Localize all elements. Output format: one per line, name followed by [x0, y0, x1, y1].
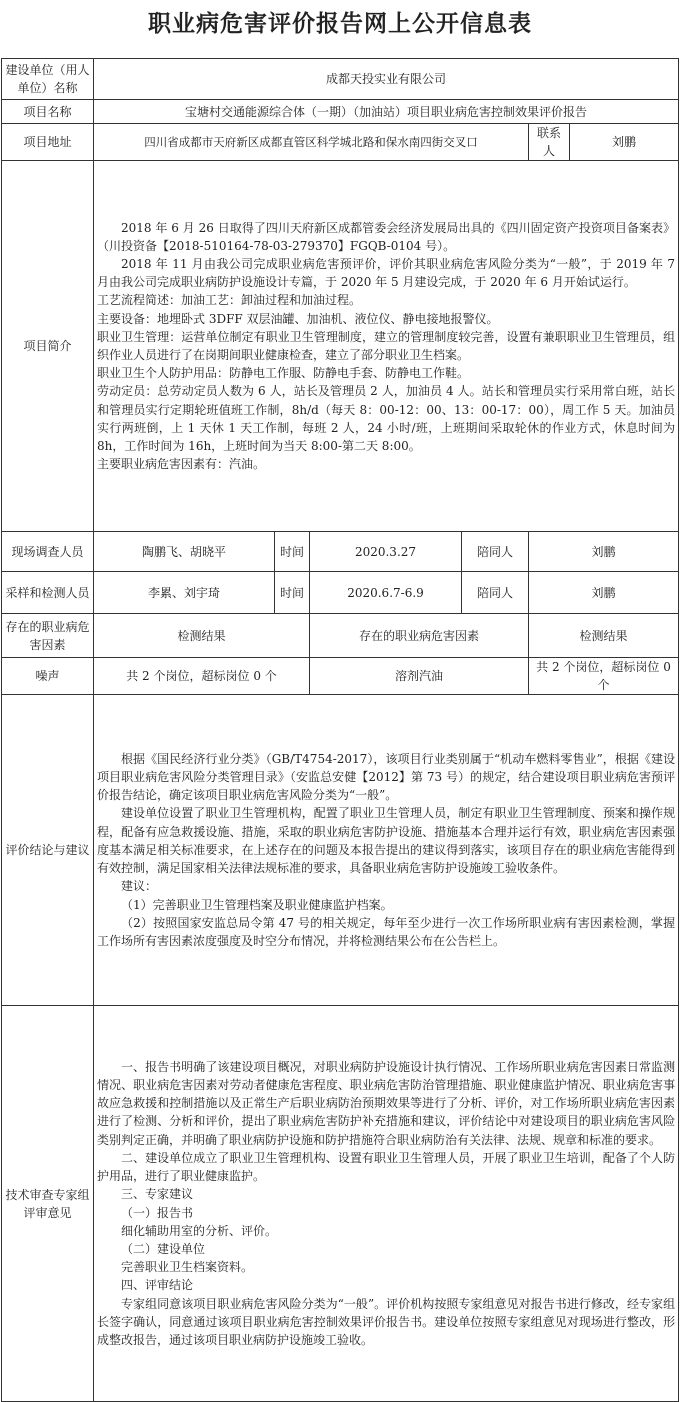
conclusion-paragraph: （2）按照国家安监总局令第 47 号的相关规定，每年至少进行一次工作场所职业病有害因素检测，掌握工作场所有害因素浓度强度及时空分布情况，并将检测结果公布在公告栏上。: [97, 915, 676, 948]
review-paragraph: 完善职业卫生档案资料。: [121, 1260, 254, 1275]
intro-paragraph: 职业卫生个人防护用品：防静电工作服、防静电手套、防静电工作鞋。: [97, 366, 470, 381]
conclusion-paragraph: 根据《国民经济行业分类》（GB/T4754-2017），该项目行业类别属于“机动车燃料零售业”，根据《建设项目职业病危害风险分类管理目录》（安监总安健【2012】第 73 号）的规定，结合建设项目职业病危害预评价报告结论，确定该项目职业病危害风险分类为“一般”。: [97, 751, 676, 803]
review-paragraph: 细化辅助用室的分析、评价。: [121, 1223, 278, 1238]
conclusion-text: [94, 695, 679, 1006]
sampling-people-label: 采样和检测人员: [2, 572, 94, 614]
sampling-people: 李累、刘宇琦: [94, 572, 275, 614]
conclusion-label: 评价结论与建议: [2, 695, 94, 1006]
review-paragraph: 专家组同意该项目职业病危害风险分类为“一般”。评价机构按照专家组意见对报告书进行修改，经专家组长签字确认，同意通过该项目职业病危害控制效果评价报告书。建设单位按照专家组意见对现场进行整改，形成整改报告，通过该项目职业病防护设施竣工验收。: [97, 1296, 676, 1347]
review-paragraph: 二、建设单位成立了职业卫生管理机构、设置有职业卫生管理人员，开展了职业卫生培训，配备了个人防护用品，进行了职业健康监护。: [97, 1150, 676, 1184]
review-text: [94, 1006, 679, 1402]
survey-time-label: 时间: [275, 532, 310, 572]
review-paragraph: 三、专家建议: [121, 1187, 194, 1202]
project-address: 四川省成都市天府新区成都直管区科学城北路和保水南四街交叉口: [94, 124, 529, 161]
hazard-factor-header: 存在的职业病危害因素: [2, 614, 94, 658]
contact-label: 联系人: [529, 124, 570, 161]
address-label: 项目地址: [2, 124, 94, 161]
hazard-result: 共 2 个岗位，超标岗位 0 个: [529, 658, 679, 695]
sampling-time: 2020.6.7-6.9: [310, 572, 462, 614]
project-name-label: 项目名称: [2, 100, 94, 124]
intro-label: 项目简介: [2, 161, 94, 532]
hazard-factor: 噪声: [2, 658, 94, 695]
survey-companion-label: 陪同人: [462, 532, 529, 572]
sampling-time-label: 时间: [275, 572, 310, 614]
hazard-factor-header: 存在的职业病危害因素: [310, 614, 529, 658]
review-paragraph: （二）建设单位: [121, 1241, 206, 1256]
review-paragraph: （一）报告书: [121, 1205, 194, 1220]
conclusion-paragraph: 建设单位设置了职业卫生管理机构，配置了职业卫生管理人员，制定有职业卫生管理制度、预案和操作规程，配备有应急救援设施、措施，采取的职业病危害防护设施、措施基本合理并运行有效，职业病危害因素强度基本满足相关标准要求，在上述存在的问题及本报告提出的建议得到落实，该项目存在的职业病危害能得到有效控制，满足国家相关法律法规标准的要求，具备职业病危害防护设施竣工验收条件。: [97, 806, 676, 876]
contact-name: 刘鹏: [570, 124, 679, 161]
survey-people-label: 现场调查人员: [2, 532, 94, 572]
unit-name: 成都天投实业有限公司: [94, 59, 679, 100]
sampling-companion-label: 陪同人: [462, 572, 529, 614]
project-name: 宝塘村交通能源综合体（一期）（加油站）项目职业病危害控制效果评价报告: [94, 100, 679, 124]
intro-paragraph: 主要设备：地埋卧式 3DFF 双层油罐、加油机、液位仪、静电接地报警仪。: [97, 311, 499, 326]
info-table: [1, 58, 679, 1402]
intro-paragraph: 主要职业病危害因素有：汽油。: [97, 457, 266, 472]
intro-paragraph: 2018 年 6 月 26 日取得了四川天府新区成都管委会经济发展局出具的《四川固定资产投资项目备案表》（川投资备【2018-510164-78-03-279370】FGQB-0104 号）。: [97, 220, 676, 253]
review-paragraph: 一、报告书明确了该建设项目概况，对职业病防护设施设计执行情况、工作场所职业病危害因素日常监测情况、职业病危害因素对劳动者健康危害程度、职业病危害防治管理措施、职业健康监护情况、职业病危害事故应急救援和控制措施以及正常生产后职业病防治预期效果等进行了分析、评价，对工作场所职业病危害因素进行了检测、分析和评价，提出了职业病危害防护补充措施和建议，评价结论中对建设项目的职业病危害风险类别判定正确，并明确了职业病防护设施和防护措施符合职业病防治有关法律、法规、规章和标准的要求。: [97, 1059, 676, 1147]
conclusion-paragraph: （1）完善职业卫生管理档案及职业健康监护档案。: [121, 897, 393, 912]
intro-paragraph: 劳动定员：总劳动定员人数为 6 人，站长及管理员 2 人，加油员 4 人。站长和管理员实行采用常白班，站长和管理员实行定期轮班值班工作制，8h/d（每天 8：00-12：00、13：00-17：00），周工作 5 天。加油员实行两班倒，上 1 天休 1 天工作制，每班 2 人，24 小时/班，上班期间采取轮休的作业方式，休息时间为 8h，工作时间为 16h，上班时间为当天 8:00-第二天 8:00。: [97, 384, 676, 454]
result-header: 检测结果: [529, 614, 679, 658]
survey-people: 陶鹏飞、胡晓平: [94, 532, 275, 572]
unit-label: 建设单位（用人单位）名称: [2, 59, 94, 100]
hazard-result: 共 2 个岗位，超标岗位 0 个: [94, 658, 310, 695]
intro-paragraph: 2018 年 11 月由我公司完成职业病危害预评价，评价其职业病危害风险分类为“一般”，于 2019 年 7 月由我公司完成职业病防护设施设计专篇，于 2020 年 5 月建设完成，于 2020 年 6 月开始试运行。: [97, 256, 676, 290]
survey-companion: 刘鹏: [529, 532, 679, 572]
sampling-companion: 刘鹏: [529, 572, 679, 614]
page-title: 职业病危害评价报告网上公开信息表: [148, 10, 532, 37]
conclusion-paragraph: 建议：: [121, 879, 158, 894]
review-label: 技术审查专家组评审意见: [2, 1006, 94, 1402]
review-paragraph: 四、评审结论: [121, 1278, 194, 1293]
hazard-factor: 溶剂汽油: [310, 658, 529, 695]
intro-paragraph: 职业卫生管理：运营单位制定有职业卫生管理制度，建立的管理制度较完善，设置有兼职职业卫生管理员，组织作业人员进行了在岗期间职业健康检查，建立了部分职业卫生档案。: [97, 329, 676, 362]
project-intro: [94, 161, 679, 532]
survey-time: 2020.3.27: [310, 532, 462, 572]
intro-paragraph: 工艺流程简述：加油工艺：卸油过程和加油过程。: [97, 293, 362, 308]
result-header: 检测结果: [94, 614, 310, 658]
